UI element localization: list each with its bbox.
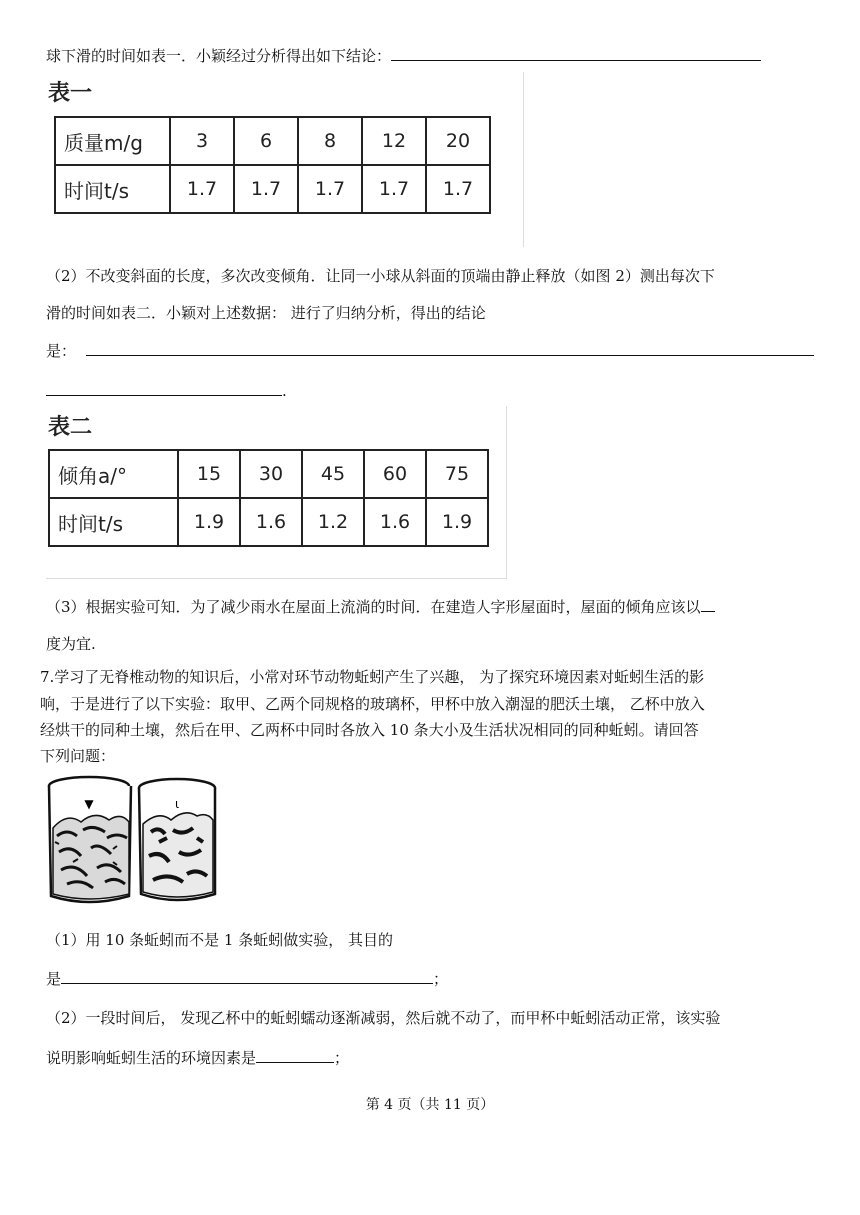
page-footer: 第 4 页（共 11 页） <box>365 1097 495 1113</box>
table-cell-header: 倾角a/° <box>49 450 178 498</box>
question-text: 经烘干的同种土壤，然后在甲、乙两杯中同时各放入 10 条大小及生活状况相同的同种蚯蚓。请回答 <box>40 721 699 739</box>
text-line: 球下滑的时间如表一．小颖经过分析得出如下结论： <box>46 46 761 66</box>
table-one <box>54 116 491 214</box>
table-cell: 1.2 <box>302 498 364 546</box>
table-cell-header: 时间t/s <box>49 498 178 546</box>
figure-border <box>523 72 524 247</box>
table-cell: 1.7 <box>426 165 490 213</box>
answer-blank[interactable] <box>86 341 814 356</box>
table-cell: 1.9 <box>426 498 488 546</box>
answer-blank[interactable] <box>61 969 433 984</box>
table-cell: 15 <box>178 450 240 498</box>
table-cell: 12 <box>362 117 426 165</box>
earthworm-cups-figure <box>47 772 219 910</box>
table-row <box>55 165 490 213</box>
cup-yi-label: ι <box>174 797 180 811</box>
text-line: （2）一段时间后， 发现乙杯中的蚯蚓蠕动逐渐减弱，然后就不动了，而甲杯中蚯蚓活动正常，该实验 <box>46 1009 721 1027</box>
table-cell: 6 <box>234 117 298 165</box>
text-line: 滑的时间如表二．小颖对上述数据： 进行了归纳分析，得出的结论 <box>46 304 486 322</box>
cup-jia-label: ▼ <box>84 797 94 811</box>
table-row <box>55 117 490 165</box>
table-cell: 1.7 <box>234 165 298 213</box>
table-one-figure <box>46 72 524 244</box>
table-two-figure <box>46 406 506 578</box>
table-cell: 60 <box>364 450 426 498</box>
table-row <box>49 498 488 546</box>
question-text: 7.学习了无脊椎动物的知识后，小常对环节动物蚯蚓产生了兴趣， 为了探究环境因素对蚯蚓生活的影 <box>40 668 705 686</box>
question-text: 响，于是进行了以下实验：取甲、乙两个同规格的玻璃杯，甲杯中放入潮湿的肥沃土壤， 乙杯中放入 <box>40 695 705 713</box>
table-cell-header: 质量m/g <box>55 117 170 165</box>
table-two-title: 表二 <box>48 415 93 440</box>
table-cell: 45 <box>302 450 364 498</box>
answer-blank[interactable] <box>391 46 761 61</box>
text-line: 说明影响蚯蚓生活的环境因素是 ； <box>46 1049 350 1067</box>
table-cell: 1.7 <box>170 165 234 213</box>
cup-yi-icon <box>139 779 215 900</box>
answer-blank[interactable] <box>256 1048 334 1063</box>
table-one-title: 表一 <box>48 81 93 106</box>
text-line: （1）用 10 条蚯蚓而不是 1 条蚯蚓做实验， 其目的 <box>46 931 394 949</box>
text-line: 是： <box>46 341 814 361</box>
table-cell: 1.7 <box>298 165 362 213</box>
text-line: （3）根据实验可知．为了减少雨水在屋面上流淌的时间．在建造人字形屋面时，屋面的倾角应该以 <box>46 597 715 617</box>
table-cell: 20 <box>426 117 490 165</box>
figure-border <box>506 406 507 579</box>
table-cell: 1.9 <box>178 498 240 546</box>
table-cell: 3 <box>170 117 234 165</box>
table-two <box>48 449 489 547</box>
table-cell: 8 <box>298 117 362 165</box>
cup-jia-icon <box>49 777 131 902</box>
table-cell: 75 <box>426 450 488 498</box>
question-text: 下列问题： <box>40 747 116 765</box>
table-cell-header: 时间t/s <box>55 165 170 213</box>
table-row <box>49 450 488 498</box>
text-line: （2）不改变斜面的长度，多次改变倾角．让同一小球从斜面的顶端由静止释放（如图 2）测出每次下 <box>46 267 715 285</box>
text-line: 度为宜. <box>46 635 96 653</box>
figure-border <box>46 578 506 579</box>
text-line: 是 ； <box>46 970 449 988</box>
table-cell: 1.7 <box>362 165 426 213</box>
answer-blank[interactable] <box>701 597 715 612</box>
answer-blank[interactable] <box>46 381 282 396</box>
text-line: . <box>46 381 287 401</box>
table-cell: 1.6 <box>364 498 426 546</box>
table-cell: 1.6 <box>240 498 302 546</box>
table-cell: 30 <box>240 450 302 498</box>
